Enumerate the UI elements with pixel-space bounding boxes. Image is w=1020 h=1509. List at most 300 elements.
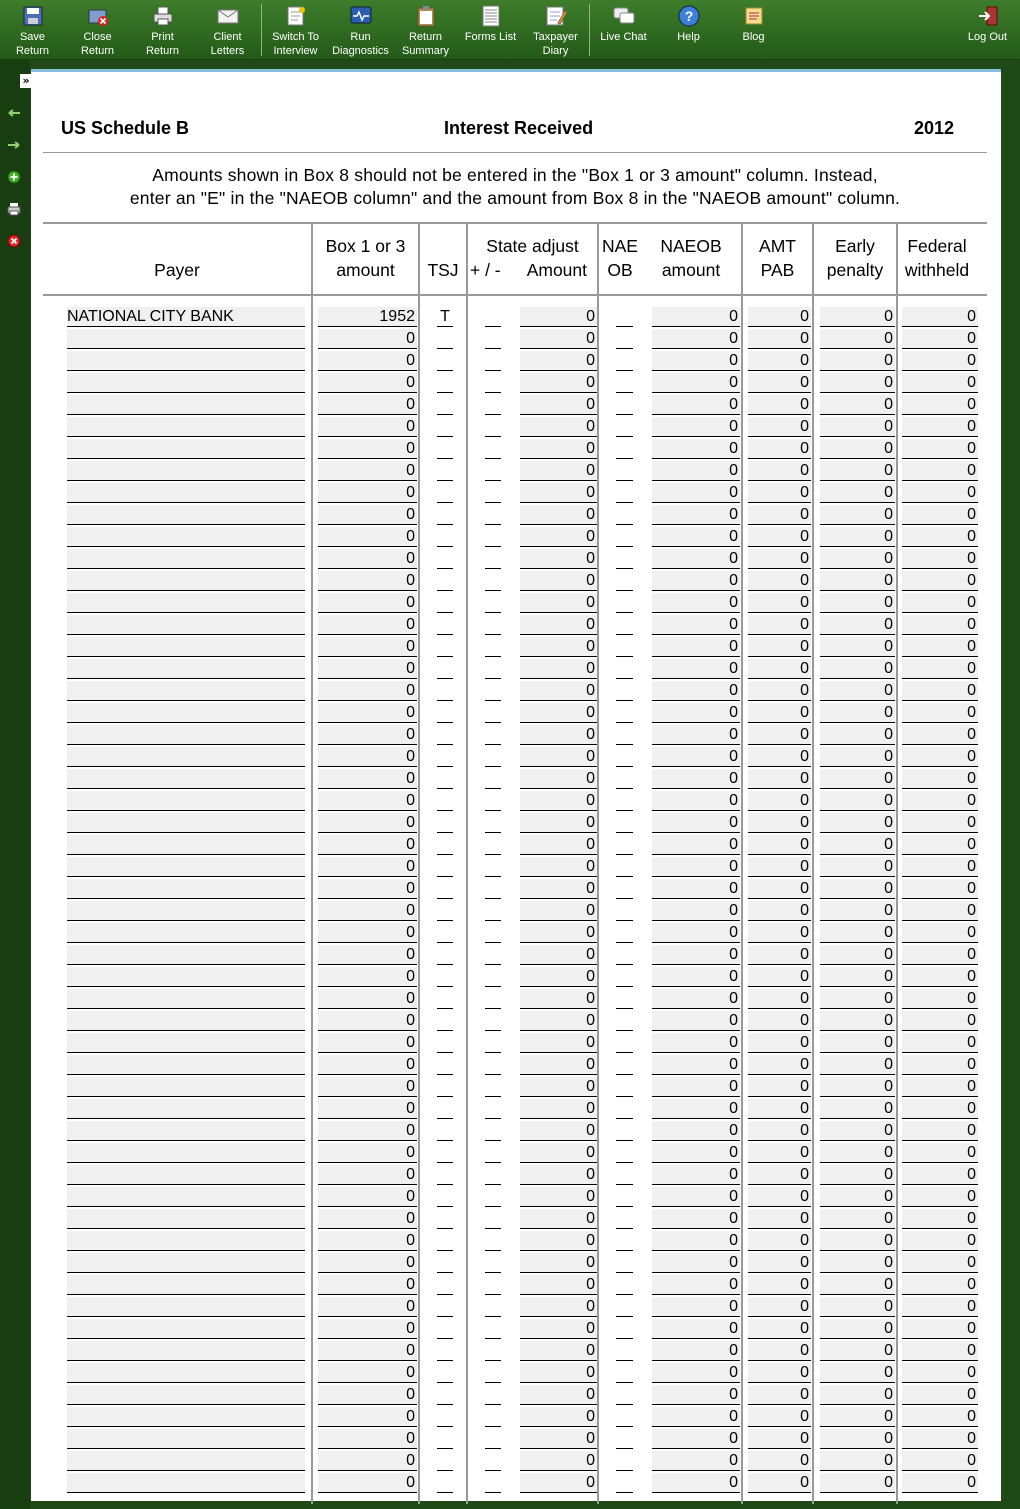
payer-input[interactable] [67,505,305,525]
naeob-code-input[interactable] [616,1253,633,1273]
state-amount-input[interactable]: 0 [520,681,597,701]
payer-input[interactable] [67,1473,305,1493]
state-amount-input[interactable]: 0 [520,549,597,569]
state-sign-input[interactable] [485,1451,501,1471]
naeob-code-input[interactable] [616,1341,633,1361]
federal-withheld-input[interactable]: 0 [902,769,978,789]
amt-pab-input[interactable]: 0 [748,923,811,943]
state-amount-input[interactable]: 0 [520,439,597,459]
naeob-code-input[interactable] [616,659,633,679]
early-penalty-input[interactable]: 0 [820,1473,895,1493]
payer-input[interactable] [67,879,305,899]
tsj-input[interactable] [437,417,453,437]
state-sign-input[interactable] [485,307,501,327]
state-sign-input[interactable] [485,879,501,899]
early-penalty-input[interactable]: 0 [820,593,895,613]
tsj-input[interactable] [437,1077,453,1097]
state-amount-input[interactable]: 0 [520,923,597,943]
early-penalty-input[interactable]: 0 [820,857,895,877]
payer-input[interactable] [67,835,305,855]
amt-pab-input[interactable]: 0 [748,857,811,877]
box-amount-input[interactable]: 0 [318,725,417,745]
tsj-input[interactable] [437,1275,453,1295]
state-sign-input[interactable] [485,1341,501,1361]
tsj-input[interactable] [437,1407,453,1427]
naeob-code-input[interactable] [616,1407,633,1427]
state-amount-input[interactable]: 0 [520,989,597,1009]
federal-withheld-input[interactable]: 0 [902,615,978,635]
state-sign-input[interactable] [485,637,501,657]
naeob-amount-input[interactable]: 0 [652,1121,740,1141]
amt-pab-input[interactable]: 0 [748,461,811,481]
naeob-code-input[interactable] [616,791,633,811]
state-sign-input[interactable] [485,417,501,437]
payer-input[interactable] [67,439,305,459]
federal-withheld-input[interactable]: 0 [902,1341,978,1361]
early-penalty-input[interactable]: 0 [820,989,895,1009]
early-penalty-input[interactable]: 0 [820,395,895,415]
payer-input[interactable] [67,461,305,481]
state-amount-input[interactable]: 0 [520,967,597,987]
amt-pab-input[interactable]: 0 [748,1231,811,1251]
naeob-amount-input[interactable]: 0 [652,1385,740,1405]
amt-pab-input[interactable]: 0 [748,1341,811,1361]
early-penalty-input[interactable]: 0 [820,769,895,789]
state-sign-input[interactable] [485,791,501,811]
box-amount-input[interactable]: 0 [318,1055,417,1075]
tsj-input[interactable] [437,439,453,459]
payer-input[interactable] [67,417,305,437]
amt-pab-input[interactable]: 0 [748,1121,811,1141]
naeob-code-input[interactable] [616,1231,633,1251]
tsj-input[interactable] [437,637,453,657]
tsj-input[interactable] [437,1011,453,1031]
tsj-input[interactable] [437,1209,453,1229]
payer-input[interactable] [67,1451,305,1471]
federal-withheld-input[interactable]: 0 [902,681,978,701]
naeob-code-input[interactable] [616,527,633,547]
federal-withheld-input[interactable]: 0 [902,1033,978,1053]
early-penalty-input[interactable]: 0 [820,791,895,811]
box-amount-input[interactable]: 0 [318,615,417,635]
state-sign-input[interactable] [485,1253,501,1273]
naeob-amount-input[interactable]: 0 [652,813,740,833]
amt-pab-input[interactable]: 0 [748,1297,811,1317]
early-penalty-input[interactable]: 0 [820,945,895,965]
amt-pab-input[interactable]: 0 [748,549,811,569]
state-amount-input[interactable]: 0 [520,1451,597,1471]
naeob-code-input[interactable] [616,1143,633,1163]
state-amount-input[interactable]: 0 [520,1077,597,1097]
naeob-amount-input[interactable]: 0 [652,1407,740,1427]
amt-pab-input[interactable]: 0 [748,945,811,965]
amt-pab-input[interactable]: 0 [748,769,811,789]
tsj-input[interactable] [437,571,453,591]
amt-pab-input[interactable]: 0 [748,659,811,679]
payer-input[interactable] [67,1385,305,1405]
box-amount-input[interactable]: 0 [318,1297,417,1317]
state-sign-input[interactable] [485,1385,501,1405]
state-amount-input[interactable]: 0 [520,879,597,899]
naeob-code-input[interactable] [616,439,633,459]
amt-pab-input[interactable]: 0 [748,593,811,613]
naeob-code-input[interactable] [616,351,633,371]
box-amount-input[interactable]: 0 [318,857,417,877]
tsj-input[interactable] [437,769,453,789]
amt-pab-input[interactable]: 0 [748,791,811,811]
early-penalty-input[interactable]: 0 [820,1363,895,1383]
state-amount-input[interactable]: 0 [520,637,597,657]
amt-pab-input[interactable]: 0 [748,989,811,1009]
box-amount-input[interactable]: 0 [318,439,417,459]
naeob-amount-input[interactable]: 0 [652,659,740,679]
federal-withheld-input[interactable]: 0 [902,879,978,899]
state-sign-input[interactable] [485,923,501,943]
federal-withheld-input[interactable]: 0 [902,593,978,613]
payer-input[interactable] [67,1319,305,1339]
naeob-code-input[interactable] [616,593,633,613]
naeob-amount-input[interactable]: 0 [652,1099,740,1119]
box-amount-input[interactable]: 0 [318,351,417,371]
box-amount-input[interactable]: 0 [318,923,417,943]
naeob-amount-input[interactable]: 0 [652,1209,740,1229]
federal-withheld-input[interactable]: 0 [902,1187,978,1207]
state-sign-input[interactable] [485,1363,501,1383]
state-amount-input[interactable]: 0 [520,1121,597,1141]
payer-input[interactable] [67,1077,305,1097]
tsj-input[interactable] [437,835,453,855]
state-amount-input[interactable]: 0 [520,1231,597,1251]
state-amount-input[interactable]: 0 [520,1055,597,1075]
state-amount-input[interactable]: 0 [520,901,597,921]
naeob-amount-input[interactable]: 0 [652,637,740,657]
payer-input[interactable] [67,923,305,943]
naeob-amount-input[interactable]: 0 [652,1275,740,1295]
amt-pab-input[interactable]: 0 [748,395,811,415]
payer-input[interactable] [67,1209,305,1229]
naeob-code-input[interactable] [616,1385,633,1405]
state-amount-input[interactable]: 0 [520,945,597,965]
state-sign-input[interactable] [485,373,501,393]
payer-input[interactable] [67,329,305,349]
early-penalty-input[interactable]: 0 [820,967,895,987]
return-summary-button[interactable] [393,0,458,60]
tsj-input[interactable] [437,967,453,987]
naeob-code-input[interactable] [616,1011,633,1031]
amt-pab-input[interactable]: 0 [748,813,811,833]
payer-input[interactable] [67,1033,305,1053]
box-amount-input[interactable]: 0 [318,461,417,481]
amt-pab-input[interactable]: 0 [748,1187,811,1207]
amt-pab-input[interactable]: 0 [748,681,811,701]
federal-withheld-input[interactable]: 0 [902,725,978,745]
payer-input[interactable] [67,1363,305,1383]
state-amount-input[interactable]: 0 [520,1187,597,1207]
federal-withheld-input[interactable]: 0 [902,329,978,349]
print-form-icon[interactable] [7,202,21,216]
naeob-amount-input[interactable]: 0 [652,373,740,393]
tsj-input[interactable] [437,1363,453,1383]
state-amount-input[interactable]: 0 [520,527,597,547]
naeob-amount-input[interactable]: 0 [652,703,740,723]
tsj-input[interactable] [437,1033,453,1053]
state-sign-input[interactable] [485,681,501,701]
amt-pab-input[interactable]: 0 [748,835,811,855]
early-penalty-input[interactable]: 0 [820,461,895,481]
federal-withheld-input[interactable]: 0 [902,1143,978,1163]
box-amount-input[interactable]: 0 [318,835,417,855]
early-penalty-input[interactable]: 0 [820,835,895,855]
early-penalty-input[interactable]: 0 [820,1341,895,1361]
federal-withheld-input[interactable]: 0 [902,1077,978,1097]
tsj-input[interactable] [437,351,453,371]
switch-to-interview-button[interactable] [263,0,328,60]
tsj-input[interactable] [437,659,453,679]
federal-withheld-input[interactable]: 0 [902,857,978,877]
payer-input[interactable] [67,549,305,569]
federal-withheld-input[interactable]: 0 [902,1473,978,1493]
box-amount-input[interactable]: 0 [318,1143,417,1163]
early-penalty-input[interactable]: 0 [820,505,895,525]
state-sign-input[interactable] [485,769,501,789]
state-sign-input[interactable] [485,439,501,459]
federal-withheld-input[interactable]: 0 [902,659,978,679]
naeob-amount-input[interactable]: 0 [652,593,740,613]
state-sign-input[interactable] [485,835,501,855]
naeob-code-input[interactable] [616,769,633,789]
naeob-amount-input[interactable]: 0 [652,1253,740,1273]
naeob-amount-input[interactable]: 0 [652,1341,740,1361]
naeob-code-input[interactable] [616,1033,633,1053]
naeob-amount-input[interactable]: 0 [652,945,740,965]
help-button[interactable] [656,0,721,60]
early-penalty-input[interactable]: 0 [820,549,895,569]
federal-withheld-input[interactable]: 0 [902,967,978,987]
naeob-code-input[interactable] [616,967,633,987]
payer-input[interactable] [67,989,305,1009]
amt-pab-input[interactable]: 0 [748,1099,811,1119]
payer-input[interactable] [67,593,305,613]
tsj-input[interactable] [437,1253,453,1273]
state-amount-input[interactable]: 0 [520,461,597,481]
amt-pab-input[interactable]: 0 [748,901,811,921]
naeob-amount-input[interactable]: 0 [652,747,740,767]
box-amount-input[interactable]: 0 [318,373,417,393]
naeob-code-input[interactable] [616,747,633,767]
tsj-input[interactable] [437,1231,453,1251]
payer-input[interactable] [67,659,305,679]
box-amount-input[interactable]: 0 [318,1451,417,1471]
amt-pab-input[interactable]: 0 [748,1429,811,1449]
naeob-amount-input[interactable]: 0 [652,1451,740,1471]
federal-withheld-input[interactable]: 0 [902,1253,978,1273]
box-amount-input[interactable]: 0 [318,1033,417,1053]
federal-withheld-input[interactable]: 0 [902,505,978,525]
box-amount-input[interactable]: 0 [318,703,417,723]
naeob-code-input[interactable] [616,923,633,943]
tsj-input[interactable] [437,329,453,349]
naeob-amount-input[interactable]: 0 [652,769,740,789]
payer-input[interactable] [67,1231,305,1251]
payer-input[interactable] [67,373,305,393]
amt-pab-input[interactable]: 0 [748,483,811,503]
naeob-code-input[interactable] [616,857,633,877]
tsj-input[interactable] [437,1121,453,1141]
federal-withheld-input[interactable]: 0 [902,1319,978,1339]
federal-withheld-input[interactable]: 0 [902,1385,978,1405]
naeob-amount-input[interactable]: 0 [652,1363,740,1383]
box-amount-input[interactable]: 0 [318,549,417,569]
naeob-amount-input[interactable]: 0 [652,1231,740,1251]
payer-input[interactable] [67,813,305,833]
delete-form-icon[interactable] [7,234,21,248]
naeob-amount-input[interactable]: 0 [652,835,740,855]
state-amount-input[interactable]: 0 [520,703,597,723]
state-sign-input[interactable] [485,1473,501,1493]
box-amount-input[interactable]: 0 [318,1429,417,1449]
early-penalty-input[interactable]: 0 [820,1033,895,1053]
tsj-input[interactable] [437,373,453,393]
box-amount-input[interactable]: 0 [318,1407,417,1427]
federal-withheld-input[interactable]: 0 [902,1011,978,1031]
naeob-amount-input[interactable]: 0 [652,901,740,921]
payer-input[interactable] [67,1341,305,1361]
box-amount-input[interactable]: 0 [318,1165,417,1185]
tsj-input[interactable] [437,1341,453,1361]
federal-withheld-input[interactable]: 0 [902,373,978,393]
state-amount-input[interactable]: 0 [520,505,597,525]
box-amount-input[interactable]: 0 [318,527,417,547]
federal-withheld-input[interactable]: 0 [902,527,978,547]
state-amount-input[interactable]: 0 [520,1099,597,1119]
state-sign-input[interactable] [485,659,501,679]
naeob-amount-input[interactable]: 0 [652,1165,740,1185]
federal-withheld-input[interactable]: 0 [902,637,978,657]
federal-withheld-input[interactable]: 0 [902,439,978,459]
amt-pab-input[interactable]: 0 [748,1055,811,1075]
payer-input[interactable] [67,857,305,877]
naeob-code-input[interactable] [616,549,633,569]
box-amount-input[interactable]: 0 [318,1077,417,1097]
tsj-input[interactable] [437,1055,453,1075]
early-penalty-input[interactable]: 0 [820,901,895,921]
naeob-code-input[interactable] [616,945,633,965]
state-amount-input[interactable]: 0 [520,483,597,503]
payer-input[interactable] [67,945,305,965]
federal-withheld-input[interactable]: 0 [902,923,978,943]
naeob-amount-input[interactable]: 0 [652,1033,740,1053]
early-penalty-input[interactable]: 0 [820,681,895,701]
tsj-input[interactable] [437,857,453,877]
federal-withheld-input[interactable]: 0 [902,1297,978,1317]
federal-withheld-input[interactable]: 0 [902,1363,978,1383]
state-sign-input[interactable] [485,1187,501,1207]
naeob-amount-input[interactable]: 0 [652,1077,740,1097]
box-amount-input[interactable]: 0 [318,1253,417,1273]
state-amount-input[interactable]: 0 [520,659,597,679]
tsj-input[interactable] [437,527,453,547]
tsj-input[interactable] [437,945,453,965]
tsj-input[interactable] [437,813,453,833]
early-penalty-input[interactable]: 0 [820,1055,895,1075]
early-penalty-input[interactable]: 0 [820,1407,895,1427]
naeob-amount-input[interactable]: 0 [652,967,740,987]
early-penalty-input[interactable]: 0 [820,923,895,943]
amt-pab-input[interactable]: 0 [748,637,811,657]
early-penalty-input[interactable]: 0 [820,329,895,349]
payer-input[interactable] [67,637,305,657]
payer-input[interactable] [67,1429,305,1449]
naeob-code-input[interactable] [616,1473,633,1493]
payer-input[interactable] [67,395,305,415]
payer-input[interactable] [67,1121,305,1141]
taxpayer-diary-button[interactable] [523,0,588,60]
early-penalty-input[interactable]: 0 [820,813,895,833]
naeob-amount-input[interactable]: 0 [652,1187,740,1207]
box-amount-input[interactable]: 0 [318,637,417,657]
naeob-code-input[interactable] [616,461,633,481]
amt-pab-input[interactable]: 0 [748,615,811,635]
state-sign-input[interactable] [485,1099,501,1119]
state-amount-input[interactable]: 0 [520,813,597,833]
naeob-code-input[interactable] [616,417,633,437]
state-amount-input[interactable]: 0 [520,329,597,349]
tsj-input[interactable] [437,483,453,503]
tsj-input[interactable] [437,725,453,745]
payer-input[interactable] [67,527,305,547]
amt-pab-input[interactable]: 0 [748,1473,811,1493]
early-penalty-input[interactable]: 0 [820,571,895,591]
federal-withheld-input[interactable]: 0 [902,483,978,503]
tsj-input[interactable] [437,791,453,811]
box-amount-input[interactable]: 0 [318,1231,417,1251]
federal-withheld-input[interactable]: 0 [902,1165,978,1185]
save-return-button[interactable] [0,0,65,60]
naeob-code-input[interactable] [616,1187,633,1207]
naeob-code-input[interactable] [616,1099,633,1119]
federal-withheld-input[interactable]: 0 [902,351,978,371]
federal-withheld-input[interactable]: 0 [902,307,978,327]
state-sign-input[interactable] [485,615,501,635]
state-amount-input[interactable]: 0 [520,1143,597,1163]
state-sign-input[interactable] [485,725,501,745]
naeob-code-input[interactable] [616,307,633,327]
amt-pab-input[interactable]: 0 [748,879,811,899]
amt-pab-input[interactable]: 0 [748,1451,811,1471]
federal-withheld-input[interactable]: 0 [902,835,978,855]
state-amount-input[interactable]: 0 [520,1165,597,1185]
state-sign-input[interactable] [485,351,501,371]
state-amount-input[interactable]: 0 [520,1385,597,1405]
box-amount-input[interactable]: 0 [318,1363,417,1383]
state-amount-input[interactable]: 0 [520,1341,597,1361]
state-sign-input[interactable] [485,703,501,723]
tsj-input[interactable] [437,461,453,481]
payer-input[interactable] [67,901,305,921]
forward-arrow-icon[interactable] [7,138,21,152]
box-amount-input[interactable]: 0 [318,769,417,789]
amt-pab-input[interactable]: 0 [748,307,811,327]
state-amount-input[interactable]: 0 [520,1363,597,1383]
payer-input[interactable] [67,351,305,371]
naeob-code-input[interactable] [616,373,633,393]
federal-withheld-input[interactable]: 0 [902,1407,978,1427]
state-amount-input[interactable]: 0 [520,1209,597,1229]
federal-withheld-input[interactable]: 0 [902,791,978,811]
naeob-amount-input[interactable]: 0 [652,395,740,415]
payer-input[interactable] [67,681,305,701]
naeob-code-input[interactable] [616,725,633,745]
